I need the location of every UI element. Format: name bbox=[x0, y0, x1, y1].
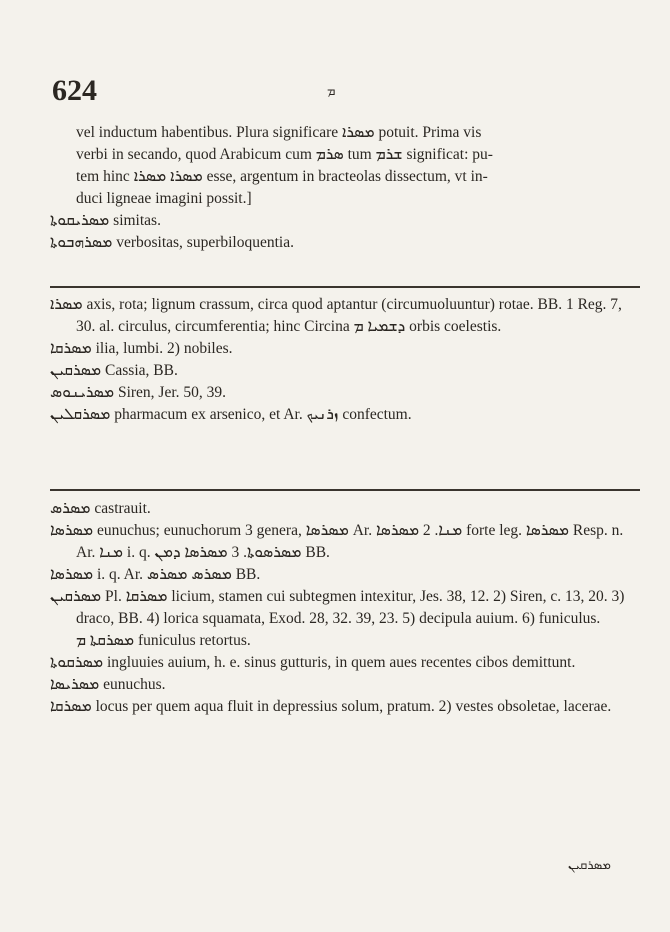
text-line: verbi in secando, quod Arabicum cum ܣܪܡ tum ܫܪܡ significat: pu- bbox=[76, 146, 493, 163]
entry: ܡܣܪܩܐ locus per quem aqua fluit in depressius solum, pratum. 2) vestes obsoletae, lacerae. bbox=[50, 698, 612, 715]
running-head-letter: ܡ bbox=[327, 84, 336, 99]
entry: ܡܣܪܣܐ i. q. Ar. ܡܣܪܣ ܡܣܪܣ BB. bbox=[50, 566, 261, 583]
text-line: tem hinc ܡܣܪܐ ܡܣܪܐ esse, argentum in bracteolas dissectum, vt in- bbox=[76, 168, 488, 185]
entry: ܡܣܪܝܣܐ eunuchus. bbox=[50, 676, 166, 693]
entry: ܡܣܪܩܝܢ Pl. ܡܣܪܩܐ licium, stamen cui subtegmen intexitur, Jes. 38, 12. 2) Siren, c. 13, 20. 3) draco, BB. 4) lorica squamata, Exod. 28, 32. 39, 23. 5) decipula auium. 6) funiculus. ܡܣܪܩܬܐ ܡ funiculus retortus. bbox=[50, 588, 625, 649]
entry: ܡܣܪܣ castrauit. bbox=[50, 500, 151, 517]
section-3 bbox=[50, 498, 640, 718]
entry: ܡܣܪܝܩܘܬܐ simitas. bbox=[50, 212, 161, 229]
entry: ܡܣܪܩܝܢ Cassia, BB. bbox=[50, 362, 178, 379]
entry: ܡܣܪܣܐ eunuchus; eunuchorum 3 genera, ܡܣܪܣܐ Ar. ܡܢܐ. 2 ܡܣܪܣܐ forte leg. ܡܣܪܣܐ Resp. n. Ar. ܡܢܐ i. q. ܡܣܪܣܘܬܐ. 3 ܡܣܪܣܐ ܕܡܢ BB. bbox=[50, 522, 624, 561]
entry: ܡܣܪܝܢܘܣ Siren, Jer. 50, 39. bbox=[50, 384, 227, 401]
section-2 bbox=[50, 294, 640, 426]
section-rule bbox=[50, 286, 640, 288]
catchword: ܡܣܪܩܝܢ bbox=[568, 858, 611, 873]
entry: ܡܣܪܩܐ ilia, lumbi. 2) nobiles. bbox=[50, 340, 233, 357]
entry: ܡܣܪܐ axis, rota; lignum crassum, circa quod aptantur (circumuoluuntur) rotae. BB. 1 Reg. 7, 30. al. circulus, circumferentia; hinc Circina ܕܫܡܝܐ ܡ orbis coelestis. bbox=[50, 296, 622, 335]
page-number: 624 bbox=[52, 74, 97, 107]
section-1 bbox=[50, 122, 640, 254]
entry: ܡܣܪܩܘܬܐ ingluuies auium, h. e. sinus gutturis, in quem aues recentes cibos demittunt. bbox=[50, 654, 576, 671]
entry: ܡܣܪܩܠܝܢ pharmacum ex arsenico, et Ar. ܙܪܢܝܟ confectum. bbox=[50, 406, 412, 423]
text-line: vel inductum habentibus. Plura significare ܡܣܪܐ potuit. Prima vis bbox=[76, 124, 482, 141]
section-rule bbox=[50, 489, 640, 491]
entry: ܡܣܪܗܒܘܬܐ verbositas, superbiloquentia. bbox=[50, 234, 294, 251]
text-line: duci ligneae imagini possit.] bbox=[76, 190, 252, 207]
